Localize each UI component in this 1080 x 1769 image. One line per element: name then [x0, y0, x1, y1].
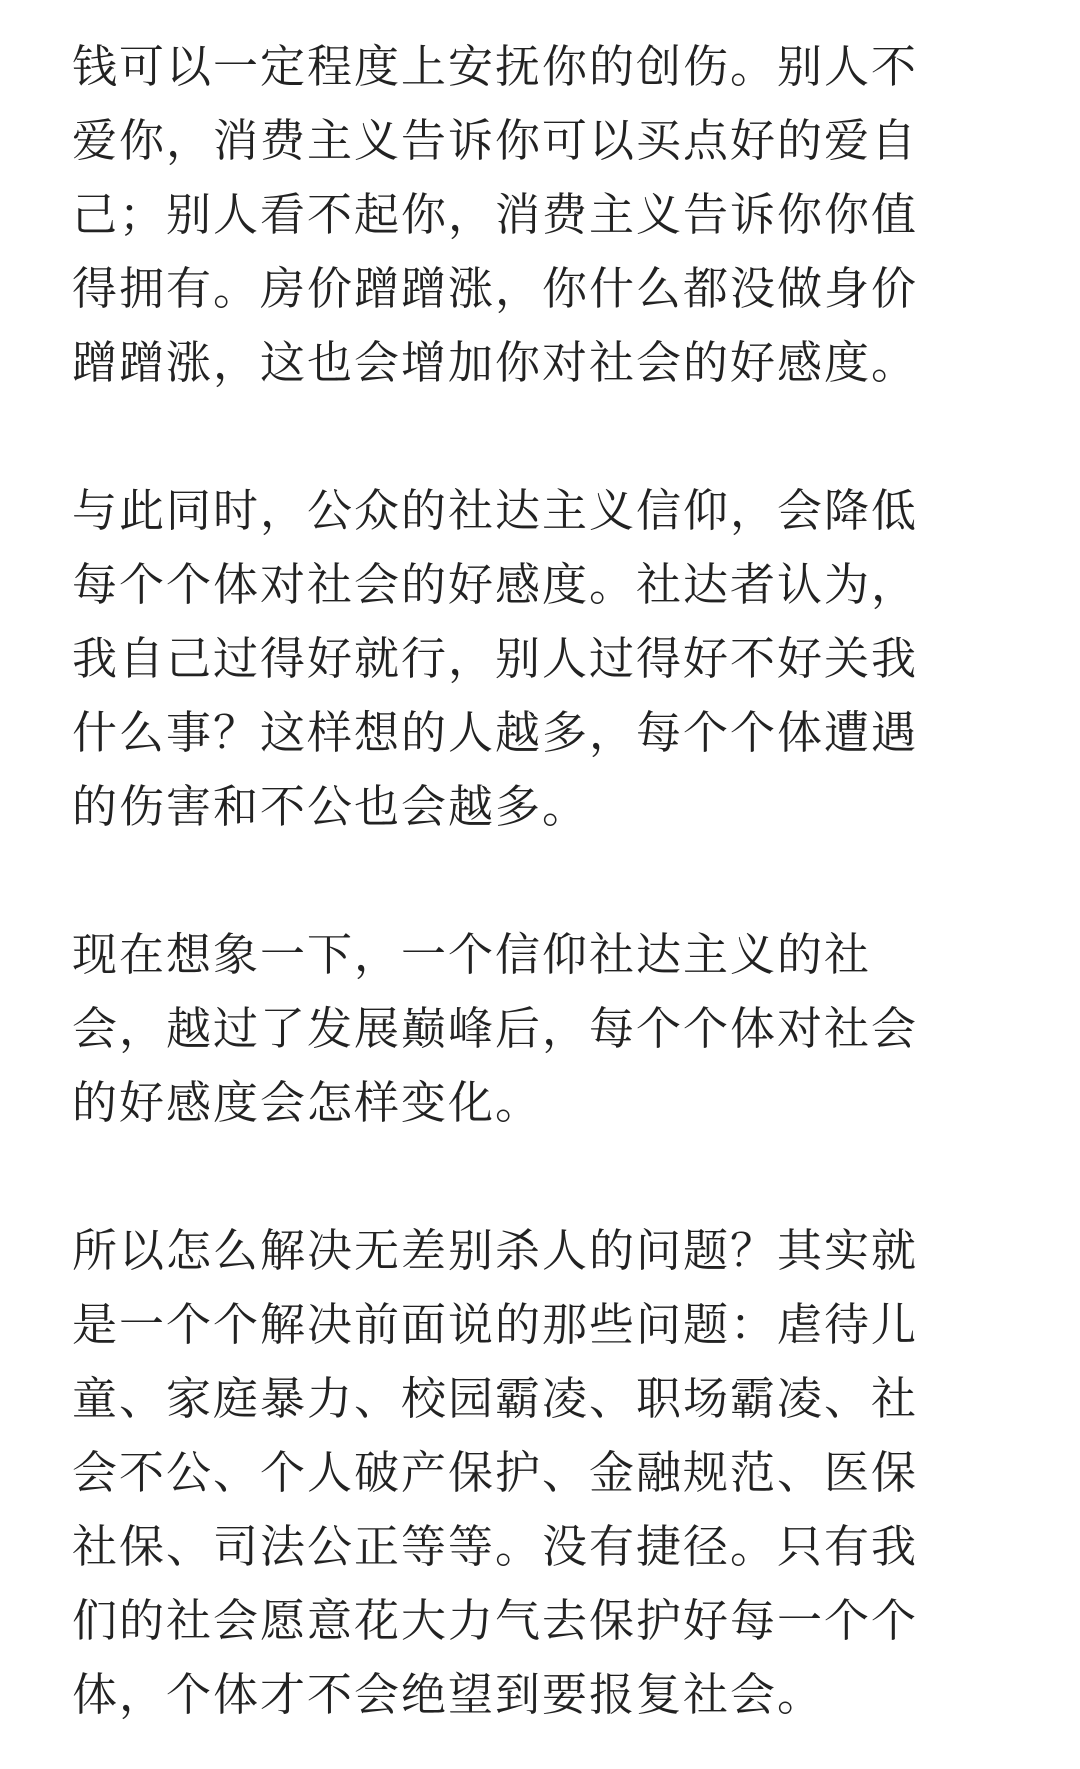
paragraph-1: 钱可以一定程度上安抚你的创伤。别人不爱你，消费主义告诉你可以买点好的爱自己；别人看不起你，消费主义告诉你你值得拥有。房价蹭蹭涨，你什么都没做身价蹭蹭涨，这也会增加你对社会的好感度。	[72, 40, 919, 389]
paragraph-4: 所以怎么解决无差别杀人的问题？其实就是一个个解决前面说的那些问题：虐待儿童、家庭暴力、校园霸凌、职场霸凌、社会不公、个人破产保护、金融规范、医保社保、司法公正等等。没有捷径。只有我们的社会愿意花大力气去保护好每一个个体，个体才不会绝望到要报复社会。	[72, 1224, 919, 1721]
paragraph-3: 现在想象一下，一个信仰社达主义的社会，越过了发展巅峰后，每个个体对社会的好感度会怎样变化。	[72, 928, 919, 1129]
paragraph-2: 与此同时，公众的社达主义信仰，会降低每个个体对社会的好感度。社达者认为，我自己过得好就行，别人过得好不好关我什么事？这样想的人越多，每个个体遭遇的伤害和不公也会越多。	[72, 484, 919, 833]
